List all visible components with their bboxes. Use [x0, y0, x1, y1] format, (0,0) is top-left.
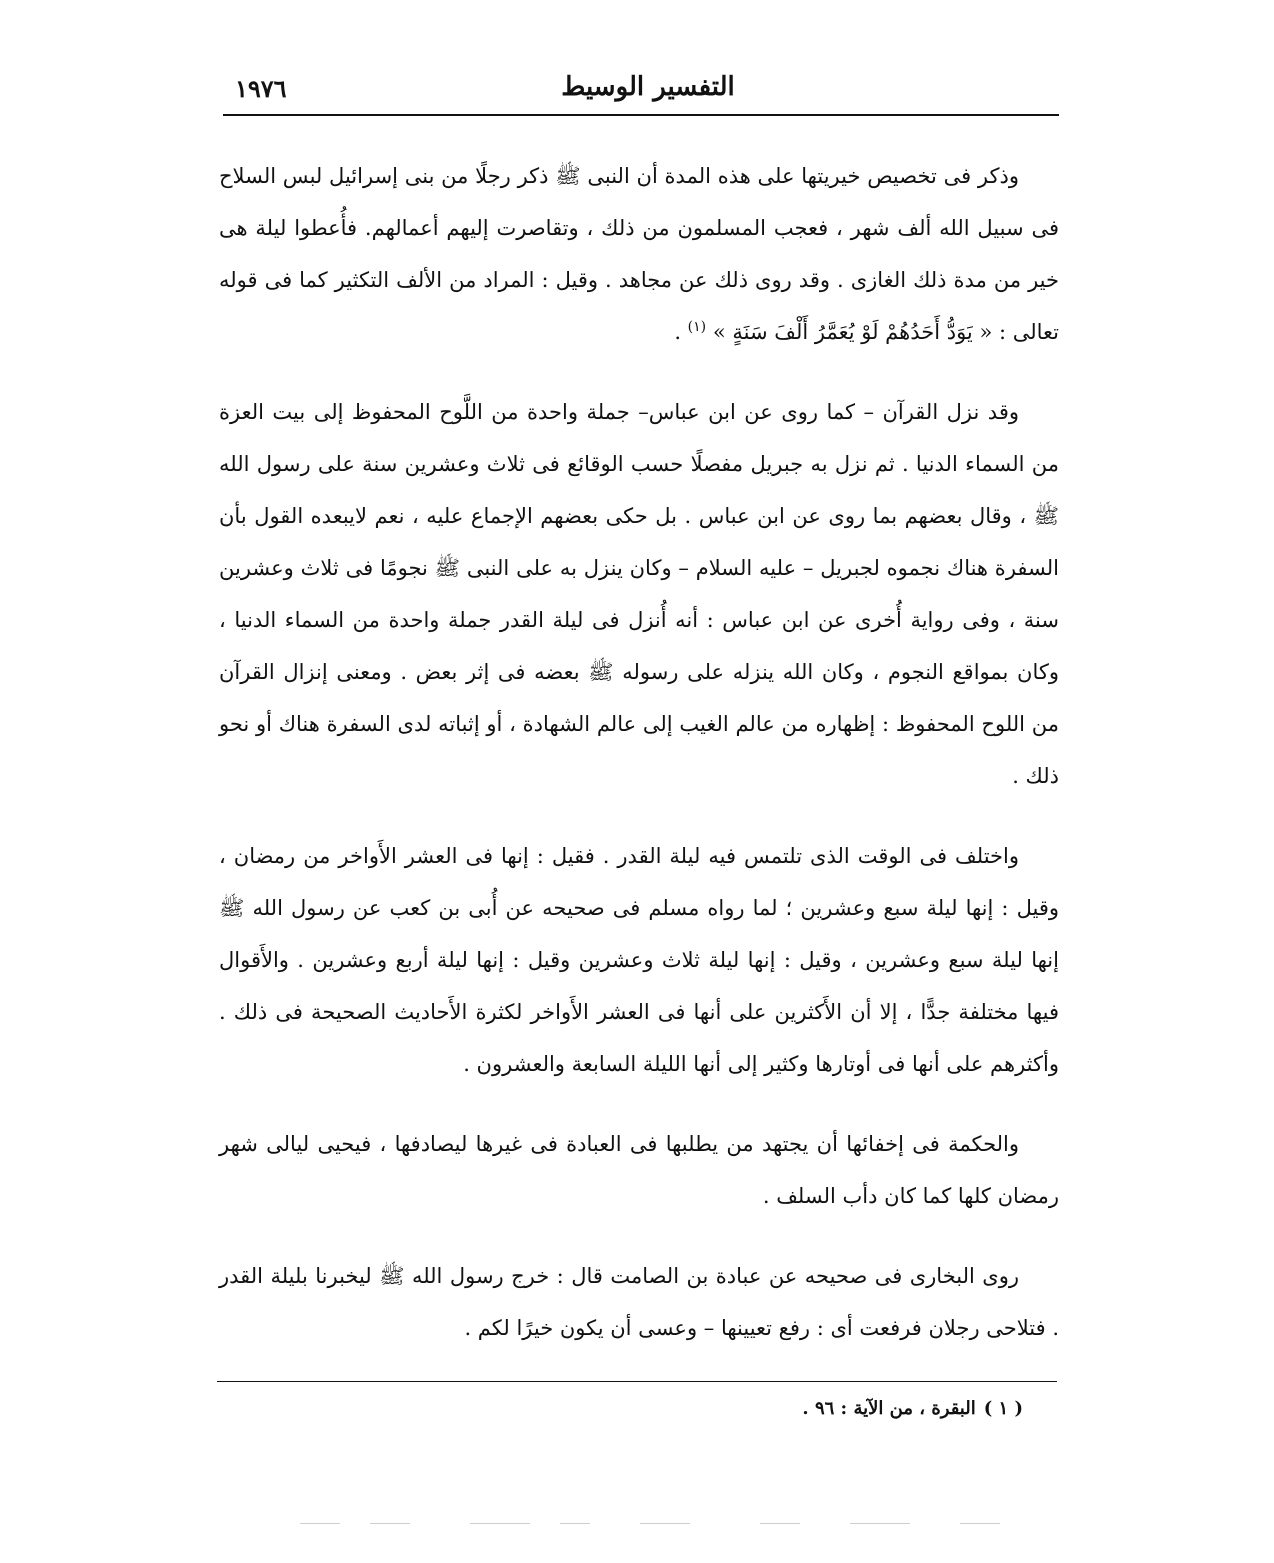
page-header: [223, 72, 1059, 108]
paragraph: والحكمة فى إخفائها أن يجتهد من يطلبها فى العبادة فى غيرها ليصادفها ، فيحيى ليالى شهر رمضان كلها كما كان دأب السلف .: [219, 1132, 1059, 1208]
scan-artifact-line: [470, 1523, 530, 1524]
running-title: التفسير الوسيط: [561, 72, 735, 102]
footnote-text: البقرة ، من الآية : ٩٦ .: [802, 1398, 976, 1419]
paragraph: واختلف فى الوقت الذى تلتمس فيه ليلة القدر . فقيل : إنها فى العشر الأَواخر من رمضان ، وقيل : إنها ليلة سبع وعشرين ؛ لما رواه مسلم فى صحيحه عن أُبى بن كعب عن رسول الله ﷺ إنها ليلة سبع وعشرين ، وقيل : إنها ليلة ثلاث وعشرين وقيل : إنها ليلة أربع وعشرين . والأَقوال فيها مختلفة جدًّا ، إلا أن الأَكثرين على أنها فى العشر الأَواخر لكثرة الأَحاديث الصحيحة فى ذلك . وأكثرهم على أنها فى أوتارها وكثير إلى أنها الليلة السابعة والعشرون .: [219, 844, 1059, 1076]
footnote-number: ( ١ ): [983, 1398, 1023, 1419]
scan-artifact-line: [960, 1523, 1000, 1524]
scan-artifact-line: [850, 1523, 910, 1524]
header-rule: [223, 114, 1059, 116]
paragraph-end: .: [674, 320, 688, 344]
body-text: [219, 150, 1059, 1354]
footnote-rule: [217, 1381, 1057, 1382]
footnote: [600, 1398, 1023, 1419]
paragraph: روى البخارى فى صحيحه عن عبادة بن الصامت قال : خرج رسول الله ﷺ ليخبرنا بليلة القدر . فتلاحى رجلان فرفعت أى : رفع تعيينها – وعسى أن يكون خيرًا لكم .: [219, 1264, 1059, 1340]
paragraph: [219, 150, 1059, 358]
scan-artifact-line: [560, 1523, 590, 1524]
paragraph-text: وذكر فى تخصيص خيريتها على هذه المدة أن النبى ﷺ ذكر رجلًا من بنى إسرائيل لبس السلاح فى سبيل الله ألف شهر ، فعجب المسلمون من ذلك ، وتقاصرت إليهم أعمالهم. فأُعطوا ليلة هى خير من مدة ذلك الغازى . وقد روى ذلك عن مجاهد . وقيل : المراد من الألف التكثير كما فى قوله تعالى : « يَوَدُّ أَحَدُهُمْ لَوْ يُعَمَّرُ أَلْفَ سَنَةٍ »: [219, 164, 1059, 344]
page-number: ١٩٧٦: [235, 74, 287, 103]
scan-artifact-line: [760, 1523, 800, 1524]
footnote-marker: (١): [687, 319, 707, 335]
scan-artifact-line: [300, 1523, 340, 1524]
scan-artifact-line: [370, 1523, 410, 1524]
paragraph: وقد نزل القرآن – كما روى عن ابن عباس– جملة واحدة من اللَّوح المحفوظ إلى بيت العزة من السماء الدنيا . ثم نزل به جبريل مفصلًا حسب الوقائع فى ثلاث وعشرين سنة على رسول الله ﷺ ، وقال بعضهم بما روى عن ابن عباس . بل حكى بعضهم الإجماع عليه ، نعم لايبعده القول بأن السفرة هناك نجموه لجبريل – عليه السلام – وكان ينزل به على النبى ﷺ نجومًا فى ثلاث وعشرين سنة ، وفى رواية أُخرى عن ابن عباس : أنه أُنزل فى ليلة القدر جملة واحدة من السماء الدنيا ، وكان بمواقع النجوم ، وكان الله ينزله على رسوله ﷺ بعضه فى إثر بعض . ومعنى إنزال القرآن من اللوح المحفوظ : إظهاره من عالم الغيب إلى عالم الشهادة ، أو إثباته لدى السفرة هناك أو نحو ذلك .: [219, 400, 1059, 788]
scan-artifact-line: [640, 1523, 690, 1524]
